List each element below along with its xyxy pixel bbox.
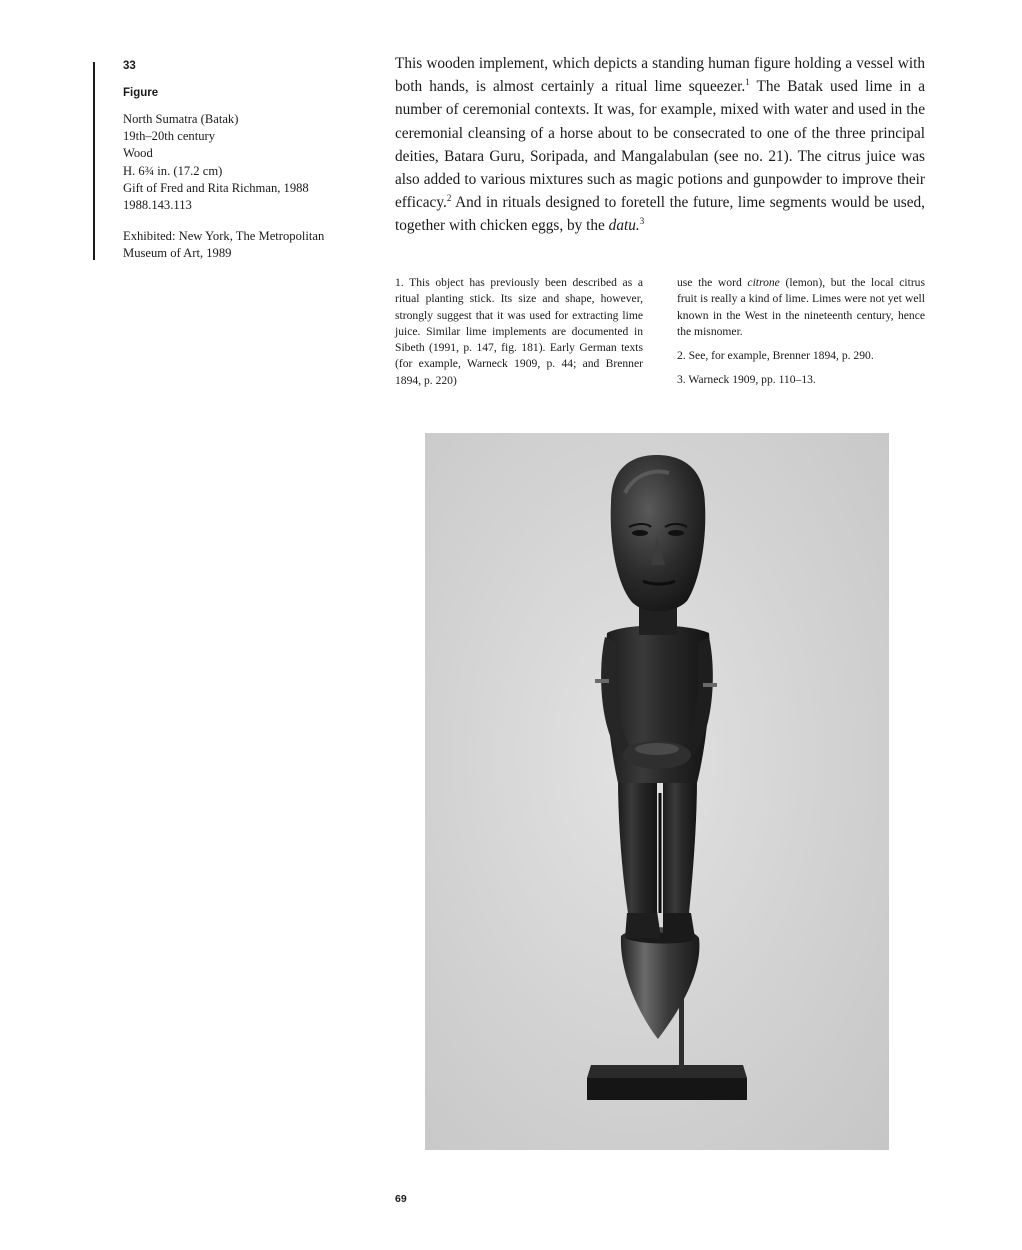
note-1-start: 1. This object has previously been described as a ritual planting stick. Its size and shape, however, strongly suggest that it was used for extracting lime juice. Similar lime implements are documented in Sibeth (1991, p. 147, fig. 181). Early German texts (for example, Warneck 1909, p. 44; and Brenner 1894, p. 220)	[395, 276, 643, 387]
text-part-3: And in rituals designed to foretell the future, lime segments would be used, together with chicken eggs, by the	[395, 194, 925, 235]
entry-title: Figure	[123, 87, 159, 99]
footnote-ref-2: 2	[446, 193, 452, 204]
detail-material: Wood	[123, 146, 153, 161]
page-number: 69	[395, 1193, 407, 1205]
detail-dimensions: H. 6¾ in. (17.2 cm)	[123, 163, 223, 178]
detail-accession: 1988.143.113	[123, 198, 192, 213]
note-3: 3. Warneck 1909, pp. 110–13.	[677, 373, 816, 387]
text-part-2: The Batak used lime in a number of ceremonial contexts. It was, for example, mixed with water and used in the ceremonial cleansing of a horse about to be consecrated to one of the three principal deities, Batara Guru, Soripada, and Mangalabulan (see no. 21). The citrus juice was also added to various mixtures such as magic potions and gunpowder to improve their efficacy.	[395, 78, 926, 212]
exhibition-history: Exhibited: New York, The Metropolitan Museum of Art, 1989	[123, 229, 325, 261]
note-1-continued: use the word citrone (lemon), but the local citrus fruit is really a kind of lime. Limes were not yet well known in the West in the nineteenth century, hence the misnomer.	[677, 276, 925, 338]
notes-column-left	[395, 275, 643, 397]
notes-column-right	[677, 275, 925, 397]
term-citrone: citrone	[747, 276, 780, 289]
text-part-1: This wooden implement, which depicts a standing human figure holding a vessel with both hands, is almost certainly a ritual lime squeezer.	[395, 55, 925, 96]
detail-credit: Gift of Fred and Rita Richman, 1988	[123, 180, 309, 195]
figure-photograph	[425, 433, 889, 1150]
carved-figure-image	[425, 433, 889, 1150]
note-2: 2. See, for example, Brenner 1894, p. 290.	[677, 349, 874, 363]
footnote-ref-1: 1	[745, 77, 750, 88]
main-text	[395, 52, 925, 238]
detail-date: 19th–20th century	[123, 129, 215, 144]
term-datu: datu.	[608, 217, 640, 235]
object-details	[123, 111, 368, 214]
entry-number: 33	[123, 60, 136, 72]
detail-origin: North Sumatra (Batak)	[123, 112, 239, 126]
footnote-ref-3: 3	[639, 216, 645, 227]
sidebar-rule	[93, 62, 95, 260]
